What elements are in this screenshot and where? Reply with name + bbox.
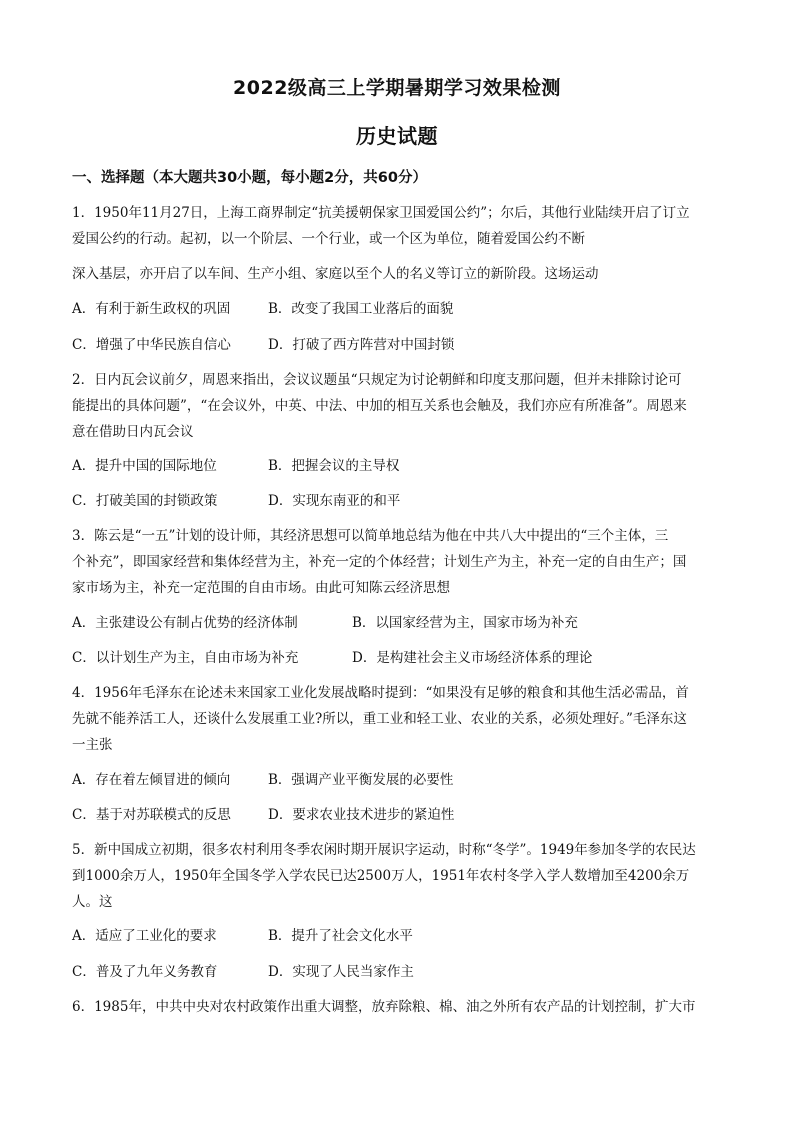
question-3-line-2: 个补充”，即国家经营和集体经营为主，补充一定的个体经营；计划生产为主，补充一定的自由生产；国 <box>72 554 687 570</box>
question-3-option-c: C．以计划生产为主，自由市场为补充 <box>72 650 299 666</box>
question-4-option-d: D．要求农业技术进步的紧迫性 <box>268 807 455 823</box>
section-heading: 一、选择题（本大题共30小题，每小题2分，共60分） <box>72 170 427 186</box>
question-5-option-c: C．普及了九年义务教育 <box>72 964 218 980</box>
exam-subtitle: 历史试题 <box>356 124 438 148</box>
question-3-option-b: B．以国家经营为主，国家市场为补充 <box>352 615 578 631</box>
question-1-line-1: 1．1950年11月27日，上海工商界制定“抗美援朝保家卫国爱国公约”；尔后，其他行业陆续开启了订立 <box>72 205 690 221</box>
question-4-option-c: C．基于对苏联模式的反思 <box>72 807 231 823</box>
question-5-line-3: 人。这 <box>72 894 113 910</box>
question-2-line-1: 2．日内瓦会议前夕，周恩来指出，会议议题虽“只规定为讨论朝鲜和印度支那问题，但并未排除讨论可 <box>72 372 682 388</box>
question-4-option-b: B．强调产业平衡发展的必要性 <box>268 772 454 788</box>
question-2-option-b: B．把握会议的主导权 <box>268 458 400 474</box>
question-3-line-3: 家市场为主，补充一定范围的自由市场。由此可知陈云经济思想 <box>72 580 450 596</box>
question-5-option-b: B．提升了社会文化水平 <box>268 928 413 944</box>
question-5-option-a: A．适应了工业化的要求 <box>72 928 217 944</box>
question-2-line-2: 能提出的具体问题”，“在会议外，中英、中法、中加的相互关系也会触及，我们亦应有所准备”。周恩来 <box>72 398 687 414</box>
question-1-line-2: 爱国公约的行动。起初，以一个阶层、一个行业，或一个区为单位，随着爱国公约不断 <box>72 231 585 247</box>
question-2-option-d: D．实现东南亚的和平 <box>268 493 401 509</box>
question-3-option-d: D．是构建社会主义市场经济体系的理论 <box>352 650 593 666</box>
question-5-line-2: 到1000余万人，1950年全国冬学入学农民已达2500万人，1951年农村冬学入学人数增加至4200余万 <box>72 868 690 884</box>
question-5-line-1: 5．新中国成立初期，很多农村利用冬季农闲时期开展识字运动，时称“冬学”。1949年参加冬学的农民达 <box>72 842 696 858</box>
question-4-option-a: A．存在着左倾冒进的倾向 <box>72 772 231 788</box>
question-5-option-d: D．实现了人民当家作主 <box>268 964 414 980</box>
question-3-line-1: 3．陈云是“一五”计划的设计师，其经济思想可以简单地总结为他在中共八大中提出的“三个主体，三 <box>72 528 669 544</box>
question-1-option-a: A．有利于新生政权的巩固 <box>72 301 231 317</box>
question-6-line-1: 6．1985年，中共中央对农村政策作出重大调整，放弃除粮、棉、油之外所有农产品的计划控制，扩大市 <box>72 999 696 1015</box>
question-4-line-3: 一主张 <box>72 737 113 753</box>
question-4-line-2: 先就不能养活工人，还谈什么发展重工业?所以，重工业和轻工业、农业的关系，必须处理好。”毛泽东这 <box>72 711 687 727</box>
question-2-line-3: 意在借助日内瓦会议 <box>72 424 194 440</box>
question-2-option-c: C．打破美国的封锁政策 <box>72 493 218 509</box>
question-3-option-a: A．主张建设公有制占优势的经济体制 <box>72 615 298 631</box>
question-1-option-c: C．增强了中华民族自信心 <box>72 337 231 353</box>
exam-title: 2022级高三上学期暑期学习效果检测 <box>233 77 561 99</box>
question-2-option-a: A．提升中国的国际地位 <box>72 458 217 474</box>
question-1-option-d: D．打破了西方阵营对中国封锁 <box>268 337 455 353</box>
question-1-line-3: 深入基层，亦开启了以车间、生产小组、家庭以至个人的名义等订立的新阶段。这场运动 <box>72 266 599 282</box>
question-4-line-1: 4．1956年毛泽东在论述未来国家工业化发展战略时提到：“如果没有足够的粮食和其他生活必需品，首 <box>72 685 689 701</box>
question-1-option-b: B．改变了我国工业落后的面貌 <box>268 301 454 317</box>
